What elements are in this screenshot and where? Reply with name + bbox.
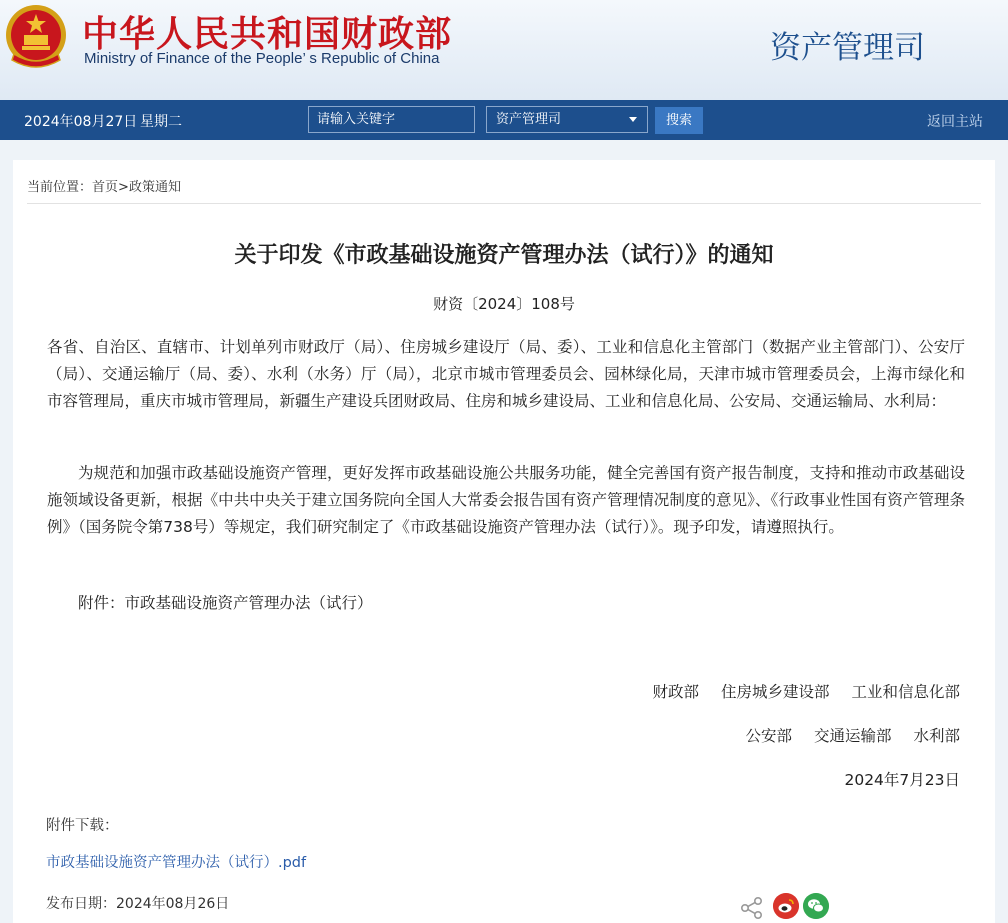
article-title: 关于印发《市政基础设施资产管理办法（试行）》的通知 [234,243,774,268]
site-title-en: Ministry of Finance of the People’ s Republic of China [84,50,440,67]
attachment-pdf-link[interactable]: 市政基础设施资产管理办法（试行）.pdf [46,855,307,871]
breadcrumb-home[interactable]: 首页 [92,180,119,195]
breadcrumb-prefix: 当前位置： [27,180,93,195]
body-paragraph: 为规范和加强市政基础设施资产管理，更好发挥市政基础设施公共服务功能，健全完善国有资产报告制度，支持和推动市政基础设施领域设备更新，根据《中共中央关于建立国务院向全国人大常委会报告国有资产管理情况制度的意见》、《行政事业性国有资产管理条例》（国务院令第738号）等规定，我们研究制定了《市政基础设施资产管理办法（试行）》。现予印发，请遵照执行。 [47,464,965,536]
return-main-site-link[interactable]: 返回主站 [927,114,983,130]
current-date: 2024年08月27日 [24,114,138,130]
weibo-icon[interactable] [773,893,799,919]
signatory: 财政部 [652,683,699,701]
chevron-down-icon [629,117,637,122]
document-number: 财资〔2024〕108号 [433,295,575,313]
national-emblem-icon [4,2,68,70]
share-icon[interactable] [739,895,765,921]
publish-date: 发布日期：2024年08月26日 [46,896,230,912]
attachment-download-label: 附件下载： [46,818,119,834]
wechat-icon[interactable] [803,893,829,919]
signatory: 公安部 [745,727,792,745]
sign-date: 2024年7月23日 [844,771,960,789]
signatories-row-2 [723,724,960,746]
breadcrumb-current[interactable]: 政策通知 [128,180,181,195]
site-header [0,0,1008,100]
department-select-value: 资产管理司 [496,112,562,127]
search-button[interactable]: 搜索 [655,107,703,134]
breadcrumb-separator: > [118,180,129,195]
signatory: 水利部 [913,727,960,745]
addressee-paragraph: 各省、自治区、直辖市、计划单列市财政厅（局）、住房城乡建设厅（局、委）、工业和信息化主管部门（数据产业主管部门）、公安厅（局）、交通运输厅（局、委）、水利（水务）厅（局），北京市城市管理委员会、园林绿化局，天津市城市管理委员会，上海市绿化和市容管理局，重庆市城市管理局，新疆生产建设兵团财政局、住房和城乡建设局、工业和信息化局、公安局、交通运输局、水利局： [47,338,965,410]
attachment-note: 附件：市政基础设施资产管理办法（试行） [78,594,373,612]
signatory: 住房城乡建设部 [720,683,830,701]
divider [27,203,981,204]
current-weekday: 星期二 [140,114,182,130]
signatories-row-1 [630,680,960,702]
site-title-cn: 中华人民共和国财政部 [82,14,453,55]
signatory: 交通运输部 [813,727,892,745]
breadcrumb [27,176,181,195]
department-select[interactable] [486,106,648,133]
content-panel [13,160,995,923]
department-name: 资产管理司 [770,30,925,66]
signatory: 工业和信息化部 [851,683,960,701]
search-input[interactable] [308,106,475,133]
